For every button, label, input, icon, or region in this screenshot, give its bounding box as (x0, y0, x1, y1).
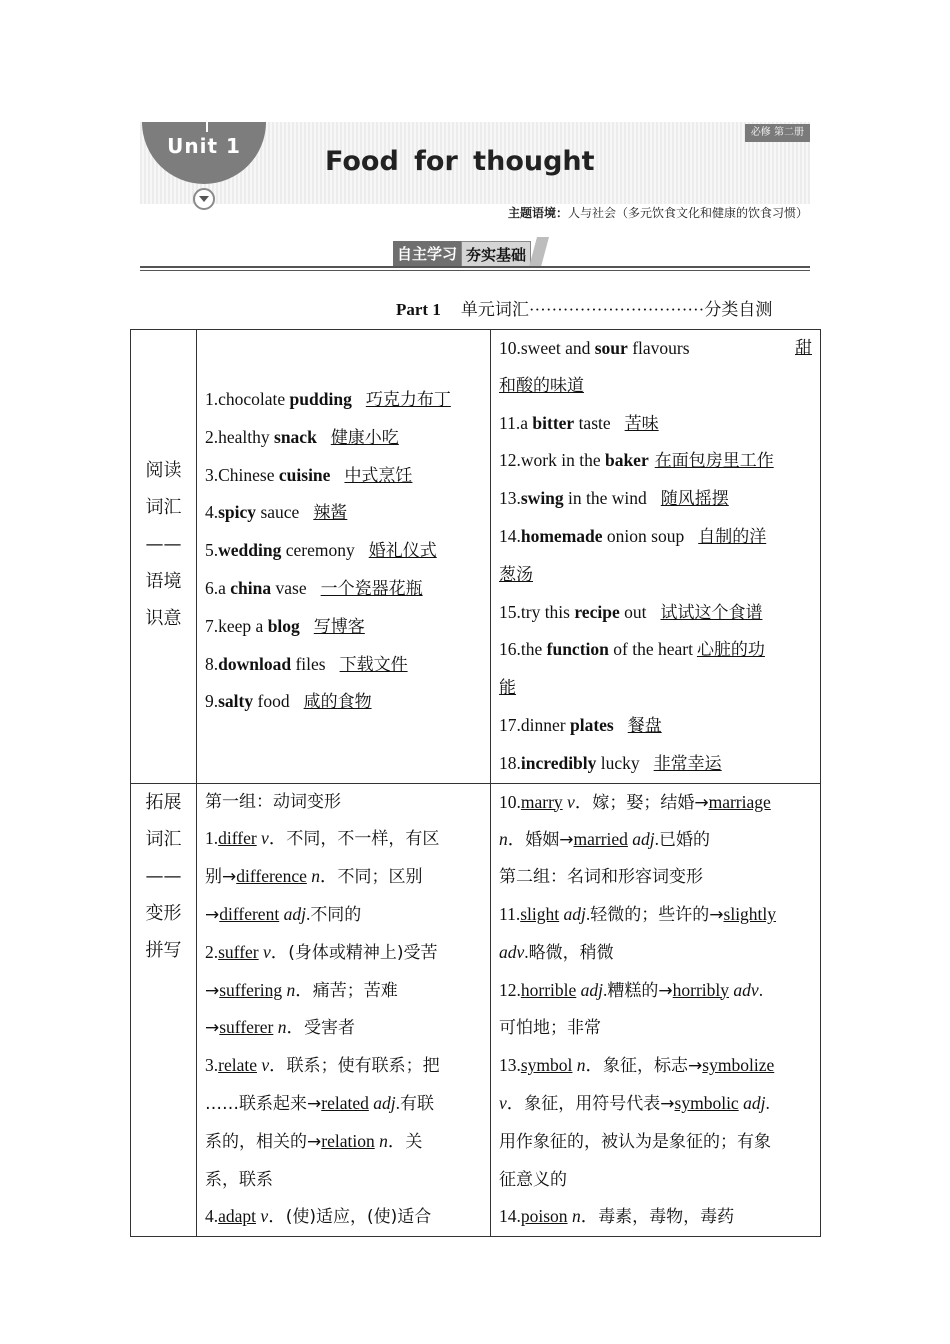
theme-label: 主题语境： (507, 206, 568, 220)
list-item: 14.homemade onion soup 自制的洋 (499, 525, 767, 547)
part-heading (396, 295, 772, 320)
page-title: Food for thought (325, 146, 595, 177)
list-item: 2.healthy snack 健康小吃 (205, 426, 399, 448)
list-item: 16.the function of the heart 心脏的功 (499, 639, 765, 661)
part-label: Part 1 (396, 300, 441, 319)
group-title: 第一组：动词变形 (205, 791, 341, 812)
section-divider (140, 266, 810, 268)
list-item-continued: 和酸的味道 (499, 375, 584, 396)
list-item-continued: 系的，相关的→relation n．关 (205, 1130, 423, 1152)
unit-banner (140, 122, 810, 220)
part-suffix: 分类自测 (704, 300, 773, 320)
list-item: 5.wedding ceremony 婚礼仪式 (205, 540, 437, 562)
list-item: 3.relate v．联系；使有联系；把 (205, 1055, 440, 1077)
category-text: —— (145, 865, 182, 887)
list-item: 1.differ v．不同，不一样，有区 (205, 828, 440, 850)
expand-list-left (197, 783, 491, 1237)
category-text: 拓展 (145, 791, 182, 813)
category-reading (131, 330, 197, 784)
list-item: 8.download files 下载文件 (205, 653, 408, 675)
list-item-continued: 可怕地；非常 (499, 1018, 601, 1039)
category-text: 阅读 (145, 460, 182, 481)
section-badge-tail (529, 237, 549, 267)
list-item: 11.a bitter taste 苦味 (499, 412, 659, 434)
list-item: 7.keep a blog 写博客 (205, 615, 365, 637)
expand-list-right (491, 783, 821, 1237)
category-text: 识意 (145, 608, 182, 629)
list-item: 12.horrible adj.糟糕的→horribly adv. (499, 979, 764, 1001)
list-item: 12.work in the baker 在面包房里工作 (499, 450, 774, 472)
chevron-down-icon (193, 188, 215, 210)
category-expand (131, 783, 197, 1237)
list-item: 17.dinner plates 餐盘 (499, 714, 662, 736)
section-badge (393, 241, 545, 267)
list-item-continued: 葱汤 (499, 564, 533, 585)
part-dots: ······························· (528, 300, 705, 319)
section-badge-self-study: 自主学习 (393, 241, 461, 267)
group-title: 第二组：名词和形容词变形 (499, 867, 703, 888)
list-item: 9.salty food 咸的食物 (205, 691, 372, 713)
list-item: 4.spicy sauce 辣酱 (205, 502, 348, 524)
category-text: 拼写 (145, 939, 182, 961)
table-row-reading (131, 330, 821, 784)
list-item: 18.incredibly lucky 非常幸运 (499, 752, 722, 774)
table-row-expand (131, 783, 821, 1237)
theme-text: 人与社会（多元饮食文化和健康的饮食习惯） (567, 206, 808, 220)
list-item: 10.sweet and sour flavours 甜 (499, 338, 812, 358)
category-text: 变形 (145, 902, 182, 924)
unit-tab-tick (206, 122, 208, 132)
theme-context (508, 204, 808, 221)
category-text: 词汇 (145, 828, 182, 850)
list-item: 3.Chinese cuisine 中式烹饪 (205, 464, 413, 486)
list-item-continued: ……联系起来→related adj.有联 (205, 1092, 434, 1114)
list-item-continued: →sufferer n．受害者 (205, 1017, 355, 1039)
list-item-continued: n．婚姻→married adj.已婚的 (499, 829, 711, 851)
reading-list-right (491, 330, 821, 784)
section-divider-thin (140, 270, 810, 271)
list-item-continued: →suffering n．痛苦；苦难 (205, 979, 398, 1001)
category-text: —— (145, 534, 182, 555)
list-item: 10.marry v．嫁；娶；结婚→marriage (499, 791, 771, 813)
book-label: 必修 第二册 (745, 124, 810, 142)
list-item: 13.symbol n．象征，标志→symbolize (499, 1055, 775, 1077)
vocabulary-table (130, 329, 821, 1237)
list-item: 11.slight adj.轻微的；些许的→slightly (499, 903, 777, 925)
list-item-continued: 用作象征的，被认为是象征的；有象 (499, 1131, 771, 1152)
reading-list-left (197, 330, 491, 784)
list-item: 1.chocolate pudding 巧克力布丁 (205, 389, 451, 410)
category-text: 语境 (145, 571, 182, 592)
list-item-continued: v．象征，用符号代表→symbolic adj. (499, 1092, 770, 1114)
list-item: 15.try this recipe out 试试这个食谱 (499, 601, 763, 623)
list-item: 2.suffer v．(身体或精神上)受苦 (205, 941, 438, 963)
unit-label: Unit 1 (167, 134, 241, 158)
list-item-continued: 征意义的 (499, 1169, 567, 1190)
list-item-continued: 别→difference n．不同；区别 (205, 866, 423, 888)
list-item-continued: adv.略微，稍微 (499, 941, 614, 963)
list-item-continued: →different adj.不同的 (205, 903, 362, 925)
list-item-continued: 能 (499, 678, 516, 699)
category-text: 词汇 (145, 497, 182, 518)
list-item: 14.poison n．毒素，毒物，毒药 (499, 1206, 735, 1228)
list-item: 13.swing in the wind 随风摇摆 (499, 488, 729, 510)
section-badge-foundation: 夯实基础 (461, 241, 531, 267)
part-title: 单元词汇 (460, 300, 529, 320)
list-item: 4.adapt v．(使)适应，(使)适合 (205, 1206, 432, 1228)
list-item: 6.a china vase 一个瓷器花瓶 (205, 577, 423, 599)
list-item-continued: 系，联系 (205, 1169, 273, 1190)
